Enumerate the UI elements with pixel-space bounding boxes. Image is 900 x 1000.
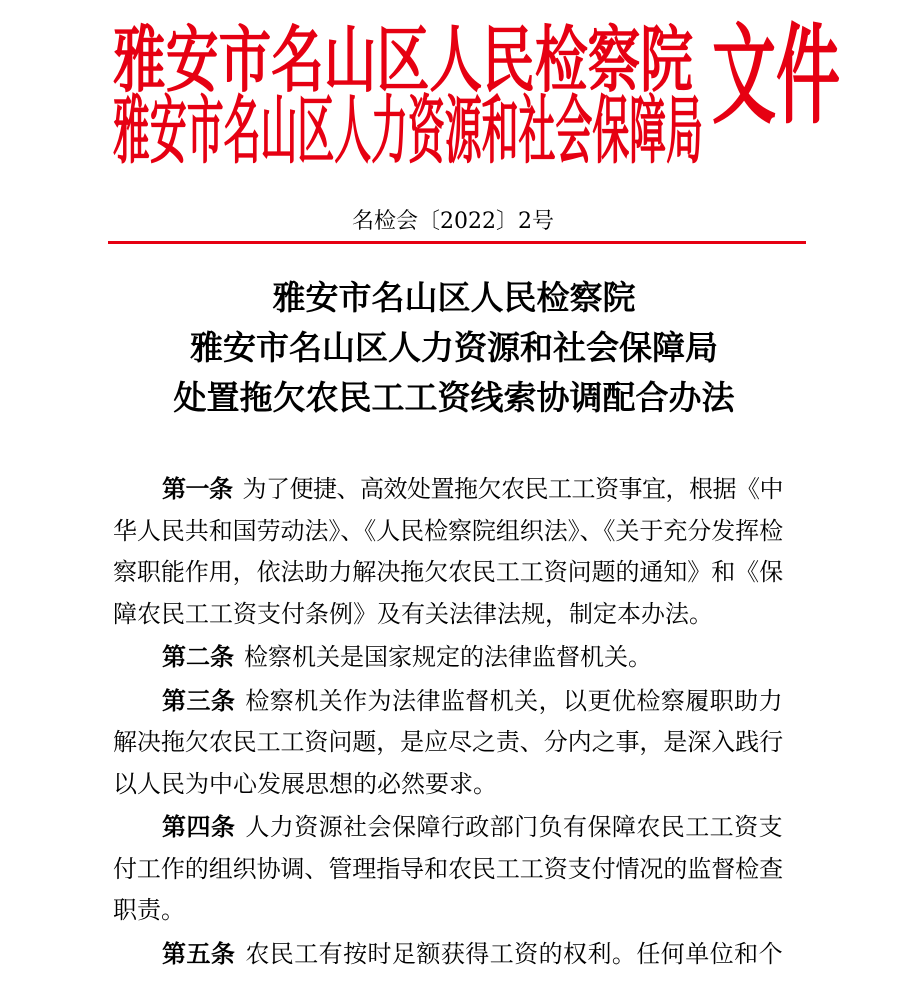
letterhead-hr-bureau-text: 雅安市名山区人力资源和社会保障局: [113, 88, 703, 174]
article-line-text: [162, 637, 652, 679]
article-label: 第五条: [162, 939, 236, 968]
article-label: 第三条: [162, 686, 236, 715]
article-1: [113, 469, 783, 635]
letterhead-procuratorate-text: 雅安市名山区人民检察院: [113, 17, 694, 102]
article-line: [113, 764, 783, 806]
letterhead-document-type-text: 文件: [712, 13, 841, 139]
article-line-text: [162, 807, 783, 849]
article-line: [113, 934, 783, 976]
article-line: [113, 469, 783, 511]
article-line: [113, 722, 783, 764]
article-text: 农民工有按时足额获得工资的权利。任何单位和个: [245, 939, 784, 968]
article-line: [113, 594, 783, 636]
article-line: [113, 552, 783, 594]
article-4: [113, 807, 783, 932]
article-text: 障农民工工资支付条例》及有关法律法规，制定本办法。: [113, 599, 713, 628]
article-text: 检察机关作为法律监督机关，以更优检察履职助力: [245, 686, 784, 715]
article-text: 为了便捷、高效处置拖欠农民工工资事宜，根据《中: [242, 475, 783, 503]
article-text: 解决拖欠农民工工资问题，是应尽之责、分内之事，是深入践行: [113, 728, 783, 756]
document-body: [113, 469, 783, 977]
article-label: 第一条: [162, 475, 233, 503]
article-line-text: [162, 934, 783, 976]
document-number: 名检会〔2022〕2号: [352, 209, 554, 234]
article-line: [113, 890, 783, 932]
article-line-text: [162, 681, 783, 723]
article-line: [113, 849, 783, 891]
article-text: 以人民为中心发展思想的必然要求。: [113, 769, 497, 798]
article-2: [113, 637, 783, 679]
article-text: 人力资源社会保障行政部门负有保障农民工工资支: [245, 813, 784, 841]
document-title-line-2: 雅安市名山区人力资源和社会保障局: [190, 328, 718, 367]
red-divider-line: [108, 241, 806, 244]
article-text: 华人民共和国劳动法》、《人民检察院组织法》、《关于充分发挥检: [113, 516, 783, 545]
article-line-text: [162, 469, 783, 511]
article-line: [113, 807, 783, 849]
article-5: [113, 934, 783, 976]
article-line: [113, 681, 783, 723]
letterhead-document-type: [712, 13, 841, 139]
article-3: [113, 681, 783, 806]
article-text: 付工作的组织协调、管理指导和农民工工资支付情况的监督检查: [113, 854, 783, 883]
article-label: 第二条: [162, 643, 234, 671]
letterhead-hr-bureau: [113, 88, 703, 174]
document-title-line-1: 雅安市名山区人民检察院: [272, 278, 636, 317]
document-title-line-3: 处置拖欠农民工工资线索协调配合办法: [173, 378, 735, 417]
article-label: 第四条: [162, 813, 236, 841]
article-line: [113, 637, 783, 679]
article-text: 检察机关是国家规定的法律监督机关。: [244, 643, 652, 671]
letterhead-procuratorate: [113, 17, 694, 102]
article-text: 职责。: [113, 896, 185, 924]
article-text: 察职能作用，依法助力解决拖欠农民工工资问题的通知》和《保: [113, 558, 783, 586]
article-line: [113, 511, 783, 553]
